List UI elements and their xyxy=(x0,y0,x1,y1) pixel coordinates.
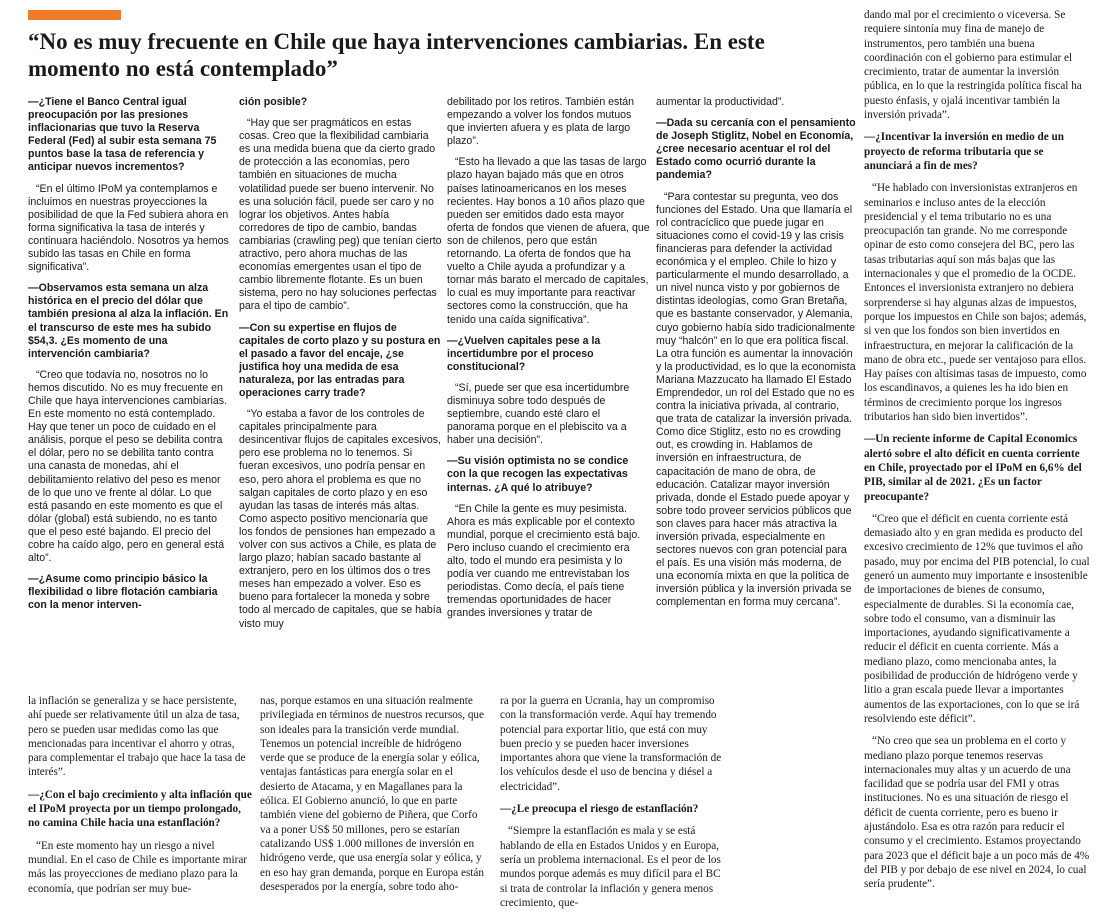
answer: aumentar la productividad”. xyxy=(656,96,785,108)
question: —¿Le preocupa el riesgo de estanflación? xyxy=(500,803,699,816)
answer: “Yo estaba a favor de los controles de capitales principalmente para desincentivar flujos de capitales excesivos, pero ese problema no lo tenemos. Si fueran excesivos, uno podría pensar en eso, pero ahora el problema es que no salgan capitales de corto plazo y en eso ayudan las tasas de interés más altas. Como aspecto positivo mencionaría que los fondos de pensiones han empezado a volver con sus activos a Chile, es plata de largo plazo; habían sacado bastante al extranjero, pero en los últimos dos o tres meses han empezado a volver. Eso es bueno para fortalecer la moneda y sobre todo al mercado de capitales, que se había visto muy xyxy=(239,408,442,630)
answer: nas, porque estamos en una situación realmente privilegiada en términos de nuestros recursos, que son ideales para la transición verde mundial. Tenemos un potencial increíble de hidrógeno verde que se produce de la energía solar y eólica, ventajas fantásticas para energía solar en el desierto de Atacama, y en Magallanes para la eólica. El Gobierno anunció, lo que en parte también viene del gobierno de Piñera, que Corfo va a poner US$ 50 millones, pero se estarían catalizando US$ 1.000 millones de inversión en hidrógeno verde, que usa energía solar y eólica, y en eso hay gran demanda, porque en Europa están desesperados por la energía, sobre todo aho- xyxy=(260,695,484,893)
question: —Su visión optimista no se condice con la que recogen las expectativas internas. ¿A qué lo atribuye? xyxy=(447,455,629,494)
answer: “Siempre la estanflación es mala y se está hablando de ella en Estados Unidos y en Europa, sería un problema internacional. Es el peor de los mundos porque además es muy difícil para el BC si trata de controlar la inflación y genera menos crecimiento, que- xyxy=(500,825,721,909)
question: —¿Incentivar la inversión en medio de un proyecto de reforma tributaria que se anunciará a fin de mes? xyxy=(864,131,1064,172)
lower-column-3 xyxy=(500,694,724,916)
question: —Dada su cercanía con el pensamiento de Joseph Stiglitz, Nobel en Economía, ¿cree necesario acentuar el rol del Estado como ocurrió durante la pandemia? xyxy=(656,117,856,182)
question: —¿Con el bajo crecimiento y alta inflación que el IPoM proyecta por un tiempo prolongado, no camina Chile hacia una estanflación? xyxy=(28,788,252,830)
column-2 xyxy=(239,96,442,668)
answer: “Creo que todavía no, nosotros no lo hemos discutido. No es muy frecuente en Chile que haya intervenciones cambiarias. En este momento no está contemplado. Hay que tener un poco de cuidado en el análisis, porque el peso se debilita contra el dólar, pero no se debilita tanto contra una canasta de monedas, ahí el debilitamiento relativo del peso es menor de lo que uno ve frente al dólar. Lo que está pasando en este momento es que el dólar (global) está subiendo, no es tanto que el peso esté bajando. El precio del cobre ha caído algo, pero en general está alto”. xyxy=(28,368,228,565)
answer: debilitado por los retiros. También están empezando a volver los fondos mutuos que invierten afuera y es plata de largo plazo”. xyxy=(447,96,635,148)
column-1 xyxy=(28,96,231,668)
column-4 xyxy=(656,96,856,668)
answer: “Esto ha llevado a que las tasas de largo plazo hayan bajado más que en otros países latinoamericanos en los meses recientes. Hay bonos a 10 años plazo que pueden ser emitidos dado esta mayor oferta de fondos que vienen de afuera, que son de chilenos, pero que están retornando. La oferta de fondos que ha vuelto a Chile ayuda a profundizar y a tornar más barato el mercado de capitales, lo cual es muy importante para reactivar sectores como la construcción, que ha tenido una caída significativa”. xyxy=(447,156,650,326)
answer: “Para contestar su pregunta, veo dos funciones del Estado. Una que llamaría el rol contracíclico que puede jugar en situaciones como el covid-19 y las crisis financieras para defender la actividad económica y el empleo. Chile lo hizo y particularmente el mundo desarrollado, a un nivel nunca visto y por gobiernos de distintas ideologías, como Gran Bretaña, que es bastante conservador, y Alemania, cuyo gobierno había sido tradicionalmente muy “halcón” en lo que era política fiscal. La otra función es aumentar la innovación y la productividad, es lo que la economista Mariana Mazzucato ha llamado El Estado Emprendedor, un rol del Estado que no es contra la iniciativa privada, al contrario, que trata de catalizar la inversión privada. Como dice Stiglitz, esto no es crowding out, es crowding in. Hablamos de inversión en infraestructura, de capacitación de mano de obra, de educación. Catalizar mayor inversión privada, donde el Estado puede apoyar y sobre todo proveer servicios públicos que son claves para hacer más atractiva la inversión privada, especialmente en sectores nuevos con gran potencial para el país. Es una visión más moderna, de una economía mixta en que la política de inversión pública y la inversión privada se complementan en forma muy cercana”. xyxy=(656,190,856,609)
question: —Un reciente informe de Capital Economics alertó sobre el alto déficit en cuenta corriente en Chile, proyectado por el IPoM en 6,6% del PIB, similar al de 2021. ¿Es un factor preocupante? xyxy=(864,433,1082,503)
headline: “No es muy frecuente en Chile que haya intervenciones cambiarias. En este momento no está contemplado” xyxy=(28,29,765,81)
lower-column-2 xyxy=(260,694,484,916)
question: —¿Tiene el Banco Central igual preocupación por las presiones inflacionarias que tuvo la Reserva Federal (Fed) al subir esta semana 75 puntos base la tasa de referencia y anticipar nuevos incrementos? xyxy=(28,96,217,174)
answer: “En este momento hay un riesgo a nivel mundial. En el caso de Chile es importante mirar más las proyecciones de mediano plazo para la economía, que podrían ser muy bue- xyxy=(28,839,248,895)
answer: “He hablado con inversionistas extranjeros en seminarios e incluso antes de la elección presidencial y el tema tributario no es una preocupación tan grande. No me corresponde opinar de esto como consejera del BC, pero las tasas tributarias aquí son más bajas que las internacionales y que el promedio de la OCDE. Entonces el inversionista extranjero no debiera sorprenderse si hay algunas alzas de impuestos, porque los impuestos en Chile son bajos; además, si ven que los fondos son bien invertidos en infraestructura, en mejorar la calificación de la mano de obra etc., puede ser ventajoso para ellos. Hay países con altísimas tasas de impuesto, como los escandinavos, a quienes les ha ido bien en términos de crecimiento porque los ingresos tributarios han sido bien invertidos”. xyxy=(864,182,1087,424)
answer: “En Chile la gente es muy pesimista. Ahora es más explicable por el contexto mundial, porque el crecimiento está bajo. Pero incluso cuando el crecimiento era alto, todo el mundo era pesimista y lo podía ver cuando me entrevistaban los periodistas. Como decía, el país tiene tremendas oportunidades de hacer grandes inversiones y tratar de xyxy=(447,502,641,620)
answer: “Sí, puede ser que esa incertidumbre disminuya sobre todo después de septiembre, cuando esté claro el panorama porque en el plebiscito va a haber una decisión”. xyxy=(447,381,630,447)
answer: ra por la guerra en Ucrania, hay un compromiso con la transformación verde. Aquí hay tremendo potencial para exportar litio, que está con muy buen precio y se pueden hacer inversiones importantes ahora que viene la transformación de los vehículos desde el uso de bencina y diésel a electricidad”. xyxy=(500,695,722,793)
lower-column-1 xyxy=(28,694,252,916)
question: —¿Vuelven capitales pese a la incertidumbre por el proceso constitucional? xyxy=(447,334,601,373)
answer: dando mal por el crecimiento o viceversa. Se requiere sintonía muy fina de manejo de instrumentos, pero también una buena coordinación con el gobierno para estimular el crecimiento, tratar de aumentar la inversión pública, en lo que la restringida política fiscal ha puesto énfasis, y ojalá incentivar también la inversión privada”. xyxy=(864,9,1082,122)
question: —Observamos esta semana un alza histórica en el precio del dólar que también presiona al alza la inflación. En el transcurso de este mes ha subido $54,3. ¿Es momento de una intervención cambiaria? xyxy=(28,282,229,360)
answer: la inflación se generaliza y se hace persistente, ahí puede ser relativamente útil un alza de tasa, pero se pueden usar medidas como las que mencionadas para incentivar el ahorro y otras, para complementar el trabajo que hace la tasa de interés”. xyxy=(28,695,246,779)
answer: “Creo que el déficit en cuenta corriente está demasiado alto y en gran medida es producto del excesivo crecimiento de 12% que tuvimos el año pasado, muy por encima del PIB potencial, lo cual generó un aumento muy importante e insostenible de importaciones de bienes de consumo, especialmente de durables. Si la economía cae, sobre todo el consumo, van a disminuir las importaciones, ayudando significativamente a reducir el déficit en cuenta corriente. Más a mediano plazo, como mencionaba antes, la posibilidad de producción de hidrógeno verde y litio a gran escala puede llevar a importantes aumentos de las exportaciones, con lo que se irá resolviendo este déficit”. xyxy=(864,512,1090,725)
question: ción posible? xyxy=(239,96,308,108)
accent-bar xyxy=(28,10,121,20)
answer: “En el último IPoM ya contemplamos e incluimos en nuestras proyecciones la posibilidad de que la Fed subiera ahora en forma significativa la tasa de interés y continuara haciéndolo. Nosotros ya hemos subido las tasas en Chile en forma significativa”. xyxy=(28,182,229,274)
column-3 xyxy=(447,96,650,668)
column-5 xyxy=(864,8,1092,916)
answer: “No creo que sea un problema en el corto y mediano plazo porque tenemos reservas internacionales muy altas y un acuerdo de una facilidad que se podría usar del FMI y otras instituciones. No es una situación de riesgo el déficit de cuenta corriente, pero es bueno ir ajustándolo. Esa es otra razón para reducir el consumo y el crecimiento. Estamos proyectando para 2023 que el déficit baje a un poco más de 4% del PIB y por debajo de ese nivel en 2024, lo cual sería prudente”. xyxy=(864,735,1090,891)
question: —Con su expertise en flujos de capitales de corto plazo y su postura en el pasado a favor del encaje, ¿se justifica hoy una medida de esa naturaleza, por las entradas para operaciones carry trade? xyxy=(239,321,441,399)
answer: “Hay que ser pragmáticos en estas cosas. Creo que la flexibilidad cambiaria es una medida buena que da cierto grado de protección a las economías, pero también en situaciones de mucha volatilidad puede ser bueno intervenir. No es una solución fácil, puede ser caro y no lograr los objetivos. Antes había corredores de tipo de cambio, bandas cambiarias (crawling peg) que tenían cierto atractivo, pero ahora muchas de las economías emergentes usan el tipo de cambio libremente flotante. Es un buen sistema, pero no hay soluciones perfectas para el tipo de cambio”. xyxy=(239,117,442,313)
question: —¿Asume como principio básico la flexibilidad o libre flotación cambiaria con la menor interven- xyxy=(28,573,218,612)
